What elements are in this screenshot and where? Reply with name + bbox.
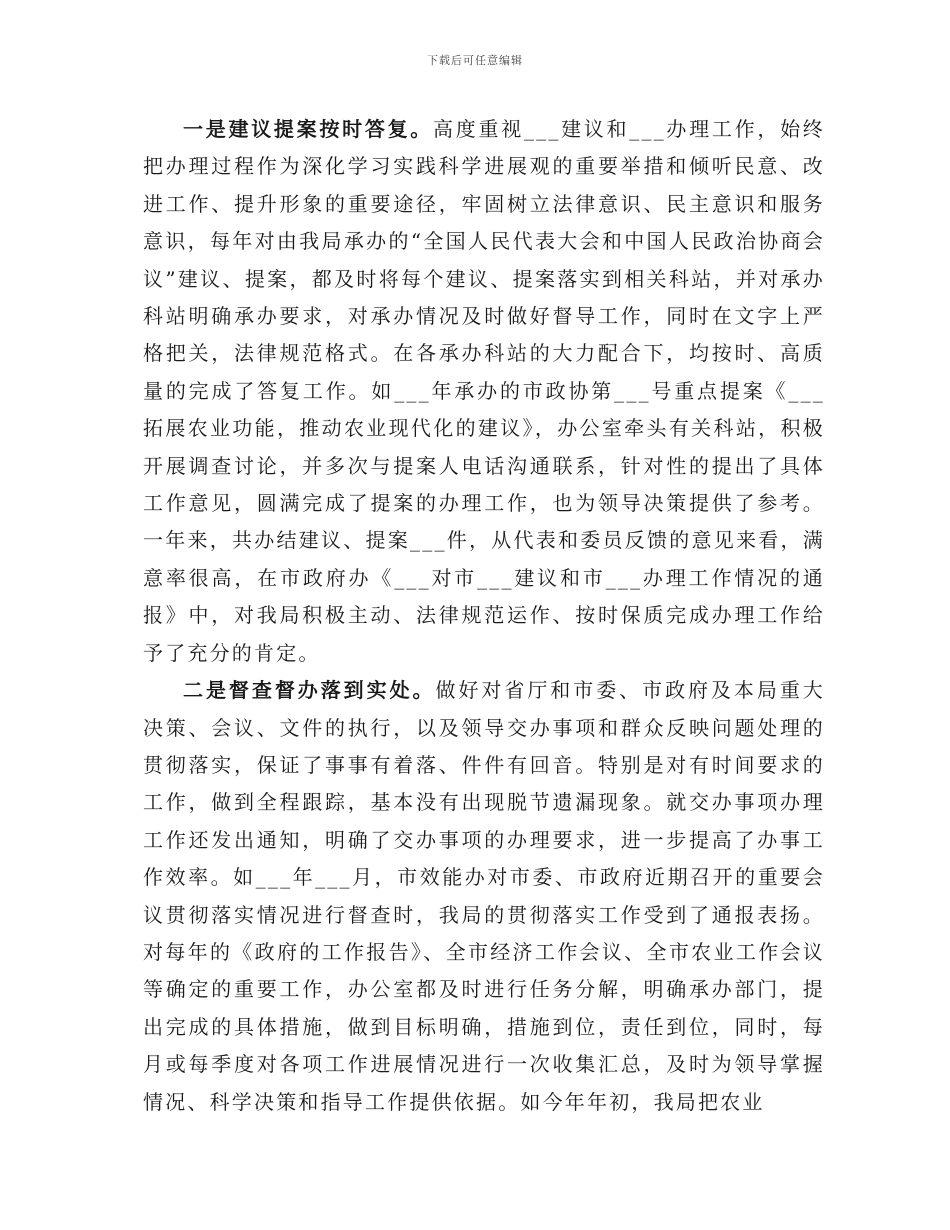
paragraph-2 bbox=[143, 672, 825, 1121]
paragraph-1-text: 高度重视___建议和___办理工作，始终把办理过程作为深化学习实践科学进展观的重要举措和倾听民意、改进工作、提升形象的重要途径，牢固树立法律意识、民主意识和服务意识，每年对由我局承办的“全国人民代表大会和中国人民政治协商会议”建议、提案，都及时将每个建议、提案落实到相关科站，并对承办科站明确承办要求，对承办情况及时做好督导工作，同时在文字上严格把关，法律规范格式。在各承办科站的大力配合下，均按时、高质量的完成了答复工作。如___年承办的市政协第___号重点提案《___拓展农业功能，推动农业现代化的建议》，办公室牵头有关科站，积极开展调查讨论，并多次与提案人电话沟通联系，针对性的提出了具体工作意见，圆满完成了提案的办理工作，也为领导决策提供了参考。一年来，共办结建议、提案___件，从代表和委员反馈的意见来看，满意率很高，在市政府办《___对市___建议和市___办理工作情况的通报》中，对我局积极主动、法律规范运作、按时保质完成办理工作给予了充分的肯定。 bbox=[143, 117, 826, 665]
page-header: 下载后可任意编辑 bbox=[427, 54, 523, 67]
paragraph-1 bbox=[143, 111, 825, 672]
paragraph-2-text: 做好对省厅和市委、市政府及本局重大决策、会议、文件的执行，以及领导交办事项和群众反映问题处理的贯彻落实，保证了事事有着落、件件有回音。特别是对有时间要求的工作，做到全程跟踪，基本没有出现脱节遗漏现象。就交办事项办理工作还发出通知，明确了交办事项的办理要求，进一步提高了办事工作效率。如___年___月，市效能办对市委、市政府近期召开的重要会议贯彻落实情况进行督查时，我局的贯彻落实工作受到了通报表扬。对每年的《政府的工作报告》、全市经济工作会议、全市农业工作会议等确定的重要工作，办公室都及时进行任务分解，明确承办部门，提出完成的具体措施，做到目标明确，措施到位，责任到位，同时，每月或每季度对各项工作进展情况进行一次收集汇总，及时为领导掌握情况、科学决策和指导工作提供依据。如今年年初，我局把农业 bbox=[143, 678, 825, 1114]
paragraph-1-heading: 一是建议提案按时答复。 bbox=[183, 117, 434, 141]
document-body bbox=[143, 111, 825, 1121]
paragraph-2-heading: 二是督查督办落到实处。 bbox=[183, 678, 436, 703]
